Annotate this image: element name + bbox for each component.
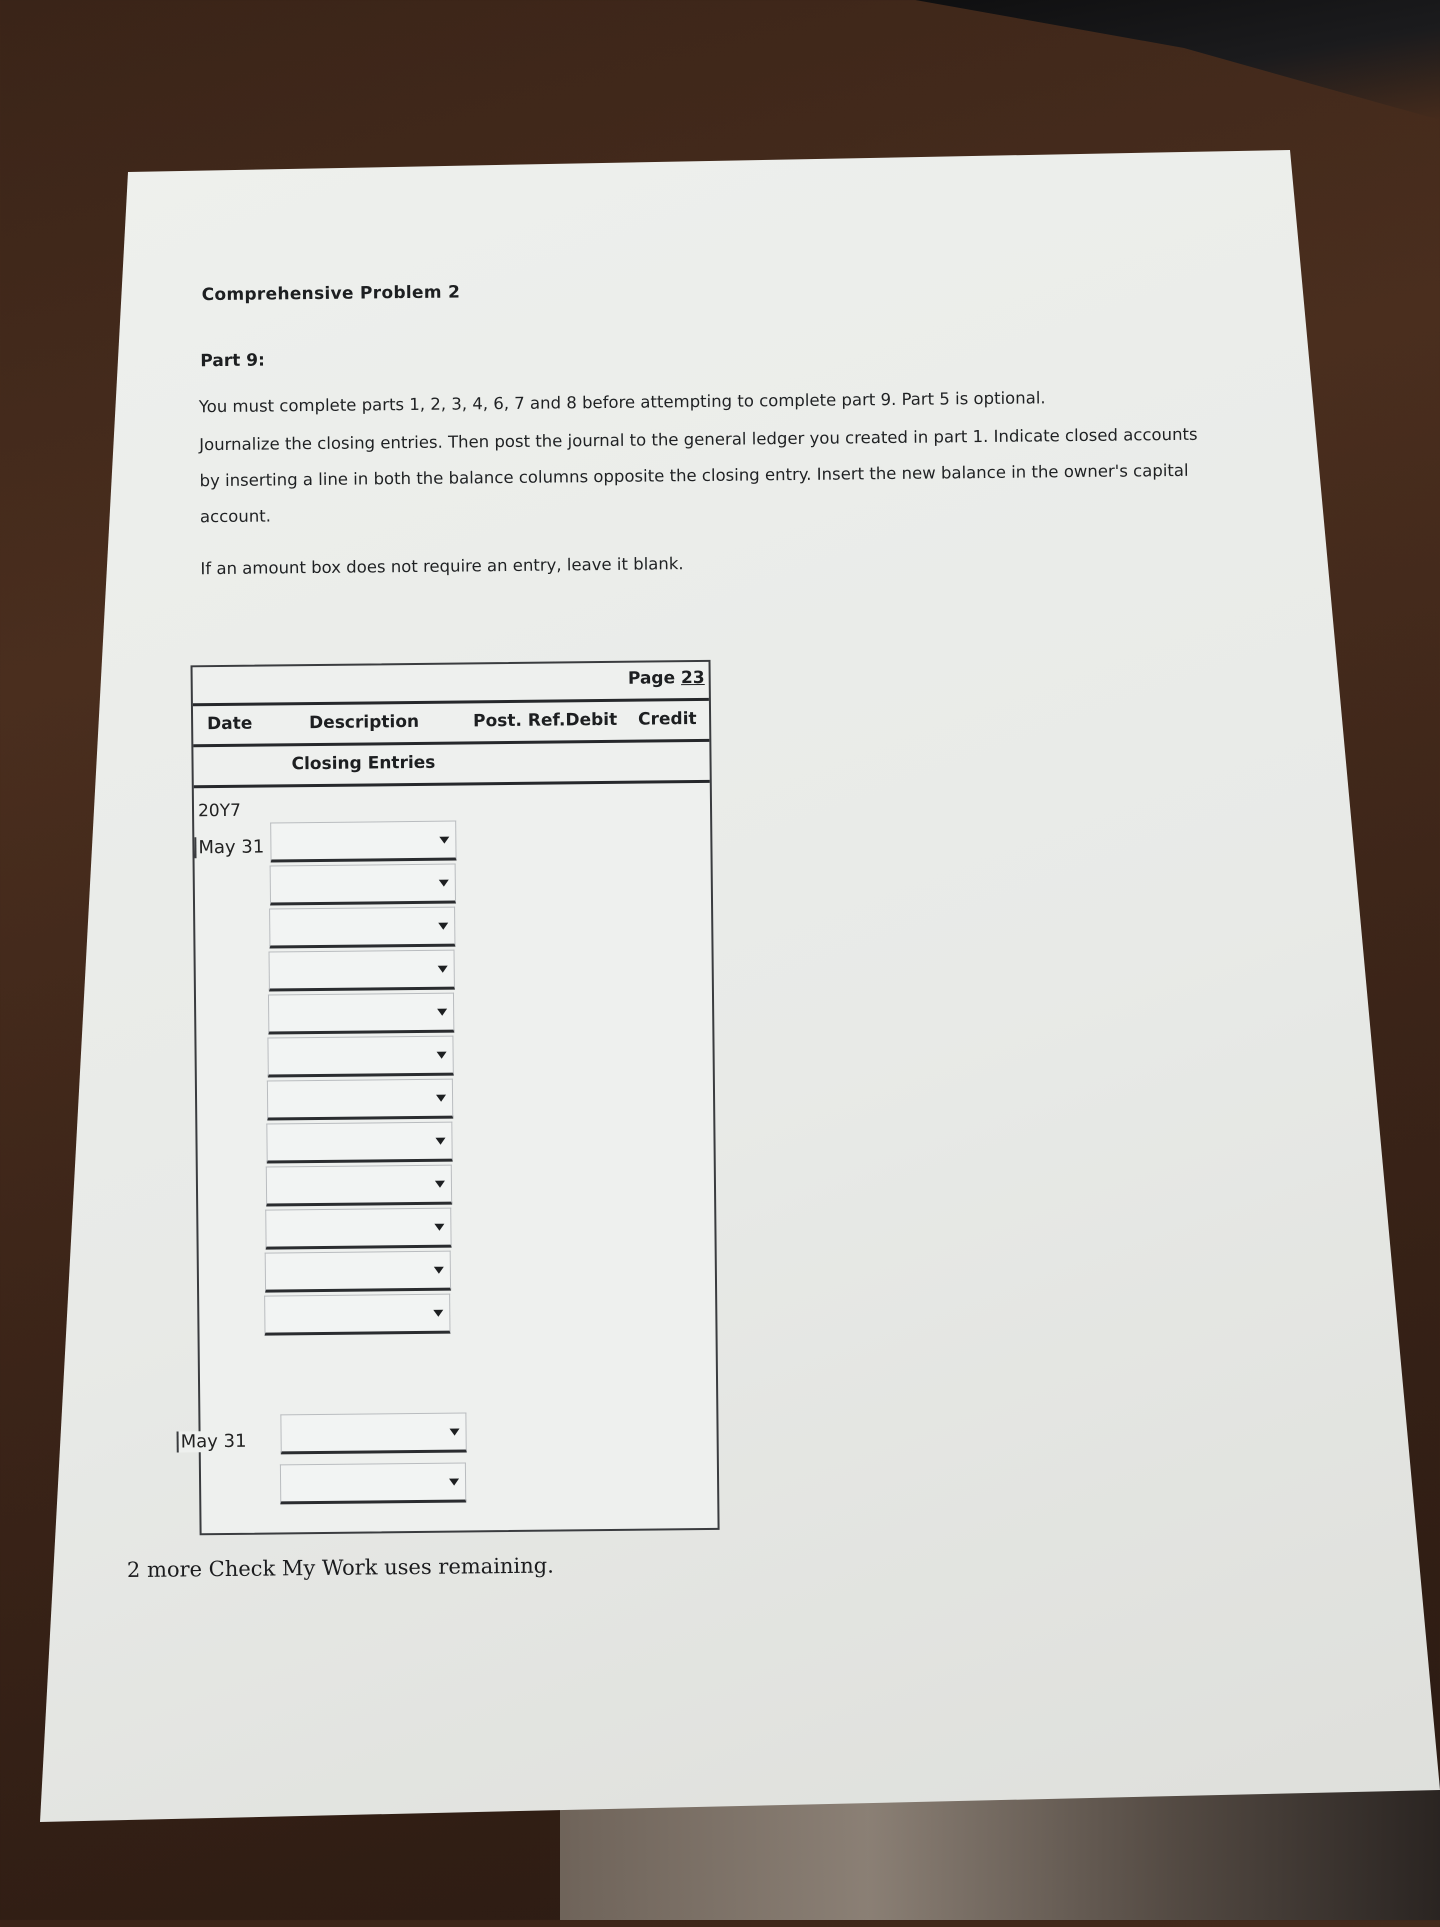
entry-1-account-dropdown[interactable] xyxy=(266,1165,452,1207)
part-label: Part 9: xyxy=(200,350,265,372)
entry-1-account-dropdown[interactable] xyxy=(269,907,455,949)
column-header-credit: Credit xyxy=(638,709,697,730)
chevron-down-icon xyxy=(437,1052,447,1059)
chevron-down-icon xyxy=(439,837,449,844)
chevron-down-icon xyxy=(435,1138,445,1145)
section-title: Closing Entries xyxy=(291,752,436,775)
entry-1-account-dropdown[interactable] xyxy=(266,1122,452,1164)
chevron-down-icon xyxy=(439,880,449,887)
entry-1-account-dropdown[interactable] xyxy=(267,1079,453,1121)
entry-1-account-dropdown[interactable] xyxy=(270,821,456,863)
journal-page-row xyxy=(193,662,709,706)
page-indicator xyxy=(628,668,705,689)
check-my-work-note: 2 more Check My Work uses remaining. xyxy=(126,1553,554,1583)
entry-1-account-dropdown[interactable] xyxy=(265,1208,451,1250)
chevron-down-icon xyxy=(436,1095,446,1102)
entry-date-2: May 31 xyxy=(177,1431,247,1453)
entry-2-account-dropdown[interactable] xyxy=(280,1412,466,1454)
entry-1-account-dropdown[interactable] xyxy=(270,864,456,906)
document-title: Comprehensive Problem 2 xyxy=(201,282,461,306)
chevron-down-icon xyxy=(434,1224,444,1231)
chevron-down-icon xyxy=(450,1429,460,1436)
entry-1-account-dropdown[interactable] xyxy=(267,1036,453,1078)
entry-1-account-dropdown[interactable] xyxy=(265,1251,451,1293)
entry-date-1: May 31 xyxy=(194,837,264,859)
journal-header-row xyxy=(193,701,709,747)
column-header-post-ref-debit: Post. Ref.Debit xyxy=(473,709,618,732)
chevron-down-icon xyxy=(438,966,448,973)
chevron-down-icon xyxy=(434,1267,444,1274)
entry-1-account-dropdown[interactable] xyxy=(269,950,455,992)
entry-2-account-dropdown[interactable] xyxy=(280,1462,466,1504)
page-label: Page xyxy=(627,668,676,689)
page-number: 23 xyxy=(680,667,705,689)
column-header-description: Description xyxy=(309,711,420,734)
journal-section-row xyxy=(193,742,709,788)
chevron-down-icon xyxy=(437,1009,447,1016)
instruction-blank-amount: If an amount box does not require an entry, leave it blank. xyxy=(200,554,684,579)
instruction-prerequisite: You must complete parts 1, 2, 3, 4, 6, 7 and 8 before attempting to complete part 9. Part 5 is optional. xyxy=(198,388,1046,417)
chevron-down-icon xyxy=(435,1181,445,1188)
chevron-down-icon xyxy=(449,1479,459,1486)
chevron-down-icon xyxy=(438,923,448,930)
instruction-journalize: Journalize the closing entries. Then post the journal to the general ledger you created in part 1. Indicate closed accounts by inserting a line in both the balance columns opposite the closing entry. Insert the new balance in the owner's capital account. xyxy=(199,424,1198,527)
entry-year: 20Y7 xyxy=(197,800,241,822)
journal-table xyxy=(180,660,720,1535)
entry-1-account-dropdown[interactable] xyxy=(264,1294,450,1336)
chevron-down-icon xyxy=(433,1310,443,1317)
column-header-date: Date xyxy=(207,713,253,735)
entry-1-account-dropdown[interactable] xyxy=(268,993,454,1035)
